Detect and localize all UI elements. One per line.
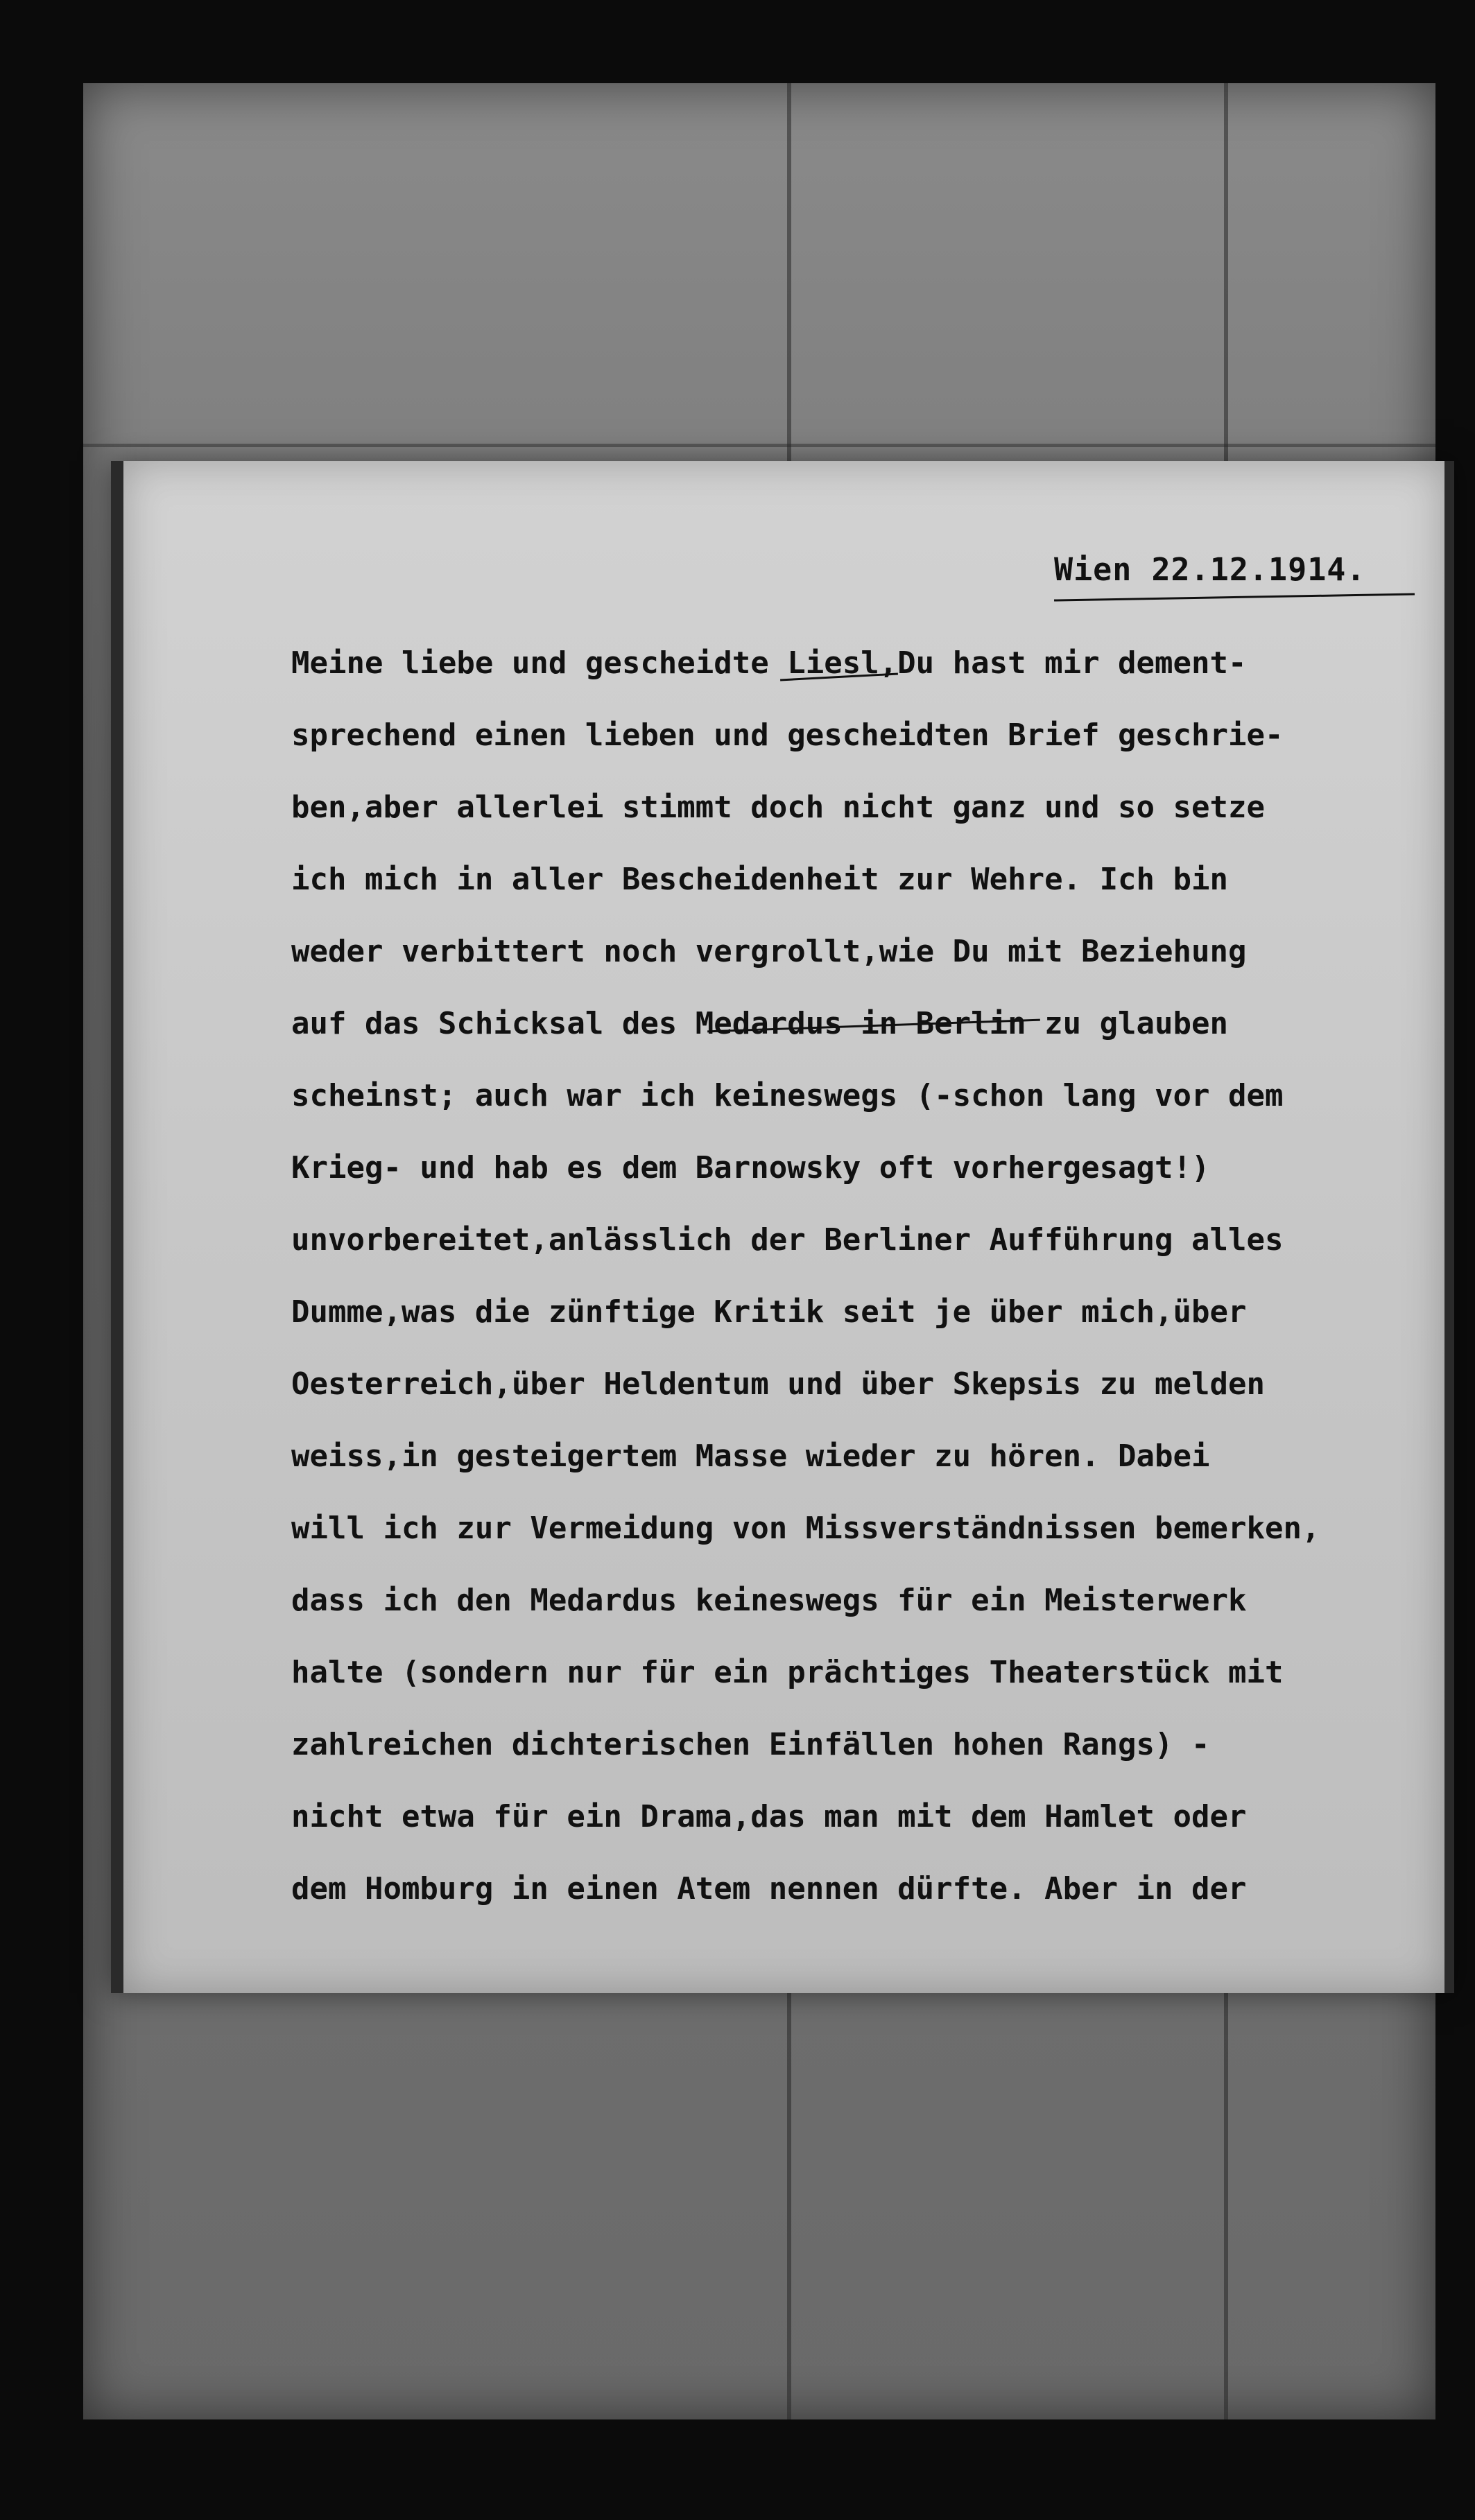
letter-line: weder verbittert noch vergrollt,wie Du mit Beziehung xyxy=(291,934,1247,969)
letter-line: unvorbereitet,anlässlich der Berliner Aufführung alles xyxy=(291,1222,1284,1258)
letter-line: dem Homburg in einen Atem nennen dürfte. Aber in der xyxy=(291,1871,1247,1906)
letter-line: ben,aber allerlei stimmt doch nicht ganz und so setze xyxy=(291,790,1265,825)
letter-line: weiss,in gesteigertem Masse wieder zu hören. Dabei xyxy=(291,1439,1210,1474)
letter-line: will ich zur Vermeidung von Missverständnissen bemerken, xyxy=(291,1511,1320,1546)
letter-line: Krieg- und hab es dem Barnowsky oft vorhergesagt!) xyxy=(291,1150,1210,1185)
letter-line: scheinst; auch war ich keineswegs (-schon lang vor dem xyxy=(291,1078,1284,1113)
letter-line: Oesterreich,über Heldentum und über Skepsis zu melden xyxy=(291,1366,1265,1402)
letter-line: zahlreichen dichterischen Einfällen hohen Rangs) - xyxy=(291,1727,1210,1762)
letter-date: Wien 22.12.1914. xyxy=(1054,551,1366,588)
letter-line: halte (sondern nur für ein prächtiges Theaterstück mit xyxy=(291,1655,1284,1690)
letter-body xyxy=(291,627,1387,1925)
letter-line: sprechend einen lieben und gescheidten Brief geschrie- xyxy=(291,718,1284,753)
letter-line: ich mich in aller Bescheidenheit zur Wehre. Ich bin xyxy=(291,862,1229,897)
letter-line: auf das Schicksal des Medardus in Berlin zu glauben xyxy=(291,1006,1229,1041)
letter-line: nicht etwa für ein Drama,das man mit dem Hamlet oder xyxy=(291,1799,1247,1834)
fold-crease-horizontal xyxy=(83,444,1435,447)
letter-line: Meine liebe und gescheidte Liesl,Du hast mir dement- xyxy=(291,645,1247,681)
letter-line: Dumme,was die zünftige Kritik seit je über mich,über xyxy=(291,1294,1247,1330)
letter-line: dass ich den Medardus keineswegs für ein Meisterwerk xyxy=(291,1583,1247,1618)
